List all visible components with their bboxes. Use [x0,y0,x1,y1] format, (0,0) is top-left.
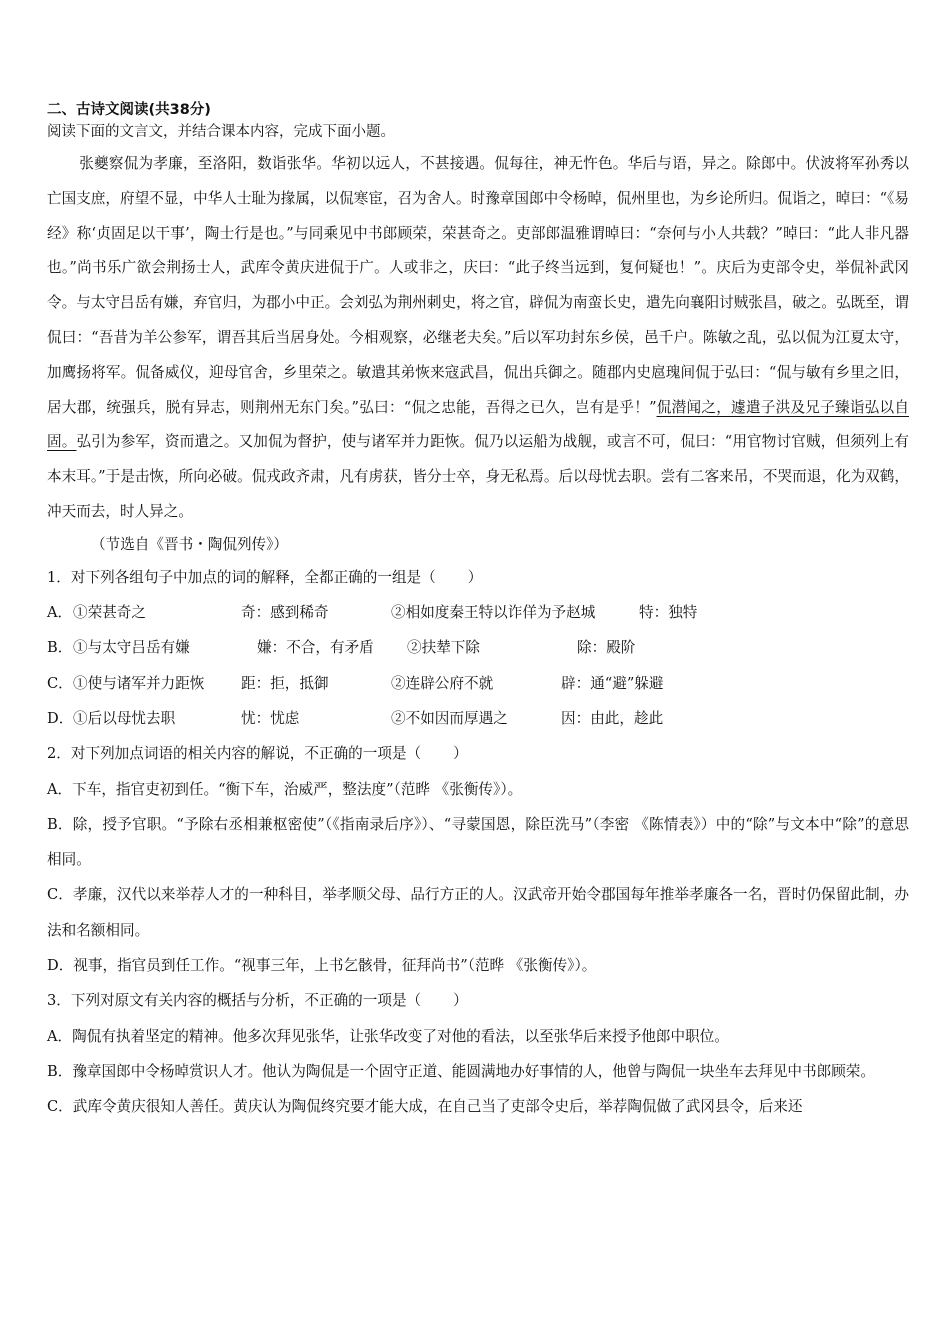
section-title: 二、古诗文阅读(共38分) [47,102,211,118]
option-gloss-1: 忧：忧虑 [241,709,300,727]
section-intro: 阅读下面的文言文，并结合课本内容，完成下面小题。 [47,124,395,140]
page-content [47,99,909,1125]
passage-source: （节选自《晋书・陶侃列传》） [91,535,289,553]
option-sentence-1: ①荣甚奇之 [73,604,146,622]
option-label: B． [47,639,73,657]
question-stem-text: 2．对下列加点词语的相关内容的解说，不正确的一项是（ [47,745,422,763]
option-text: 陶侃有执着坚定的精神。他多次拜见张华，让张华改变了对他的看法，以至张华后来授予他郎中职位。 [72,1027,729,1045]
passage-underlined-sentence: 侃潜闻之，遽遣子洪及兄子臻诣弘以自固。 [47,398,909,451]
question-stem-end: ） [453,992,468,1010]
option-text: 除，授予官职。“予除右丞相兼枢密使”（《指南录后序》）、“寻蒙国恩，除臣洗马”（李密 《陈情表》）中的“除”与文本中“除”的意思相同。 [47,815,909,869]
option-label: A． [47,780,73,798]
option-sentence-2: ②连辟公府不就 [391,674,494,692]
option-sentence-2: ②不如因而厚遇之 [391,709,508,727]
option-b [47,807,909,878]
option-gloss-1: 嫌：不合，有矛盾 [257,639,374,657]
option-b [47,630,909,665]
option-label: B． [47,1062,73,1080]
question-stem-text: 3．下列对原文有关内容的概括与分析，不正确的一项是（ [47,992,422,1010]
option-a [47,595,909,630]
option-label: B． [47,815,73,833]
option-text: 下车，指官吏初到任。“衡下车，治威严，整法度”（范晔 《张衡传》）。 [72,780,523,798]
option-gloss-2: 因：由此，趁此 [561,709,664,727]
option-text: 武库令黄庆很知人善任。黄庆认为陶侃终究要才能大成，在自己当了吏部令史后，举荐陶侃做了武冈县令，后来还 [72,1098,803,1116]
option-gloss-1: 奇：感到稀奇 [241,604,329,622]
option-text: 豫章国郎中令杨晫赏识人才。他认为陶侃是一个固守正道、能圆满地办好事情的人，他曾与陶侃一块坐车去拜见中书郎顾荣。 [72,1062,875,1080]
option-text: 视事，指官员到任工作。“视事三年，上书乞骸骨，征拜尚书”（范晔 《张衡传》）。 [73,957,597,975]
option-label: C． [47,886,73,904]
question-1 [47,560,909,736]
option-sentence-2: ②相如度秦王特以诈佯为予赵城 [391,604,596,622]
option-gloss-2: 辟：通“避”躲避 [561,674,664,692]
passage-text-after: 弘引为参军，资而遣之。又加侃为督护，使与诸军并力距恢。侃乃以运船为战舰，或言不可，侃曰：“用官物讨官贼，但须列上有本末耳。”于是击恢，所向必破。侃戎政齐肃，凡有虏获，皆分士卒，身无私焉。后以母忧去职。尝有二客来吊，不哭而退，化为双鹤，冲天而去，时人异之。 [47,433,909,520]
option-sentence-1: ①使与诸军并力距恢 [73,674,205,692]
option-b [47,1054,909,1089]
question-stem-end: ） [467,568,483,586]
option-d [47,701,909,736]
option-a [47,772,909,807]
option-label: A． [47,1027,73,1045]
option-sentence-1: ①后以母忧去职 [73,709,176,727]
question-stem [47,560,909,595]
option-label: C． [47,1098,73,1116]
option-a [47,1019,909,1054]
question-stem-text: 1．对下列各组句子中加点的词的解释，全都正确的一组是（ [47,568,436,586]
option-d [47,948,909,983]
question-stem [47,983,909,1018]
question-2 [47,736,909,983]
option-label: C． [47,674,73,692]
question-stem-end: ） [453,745,468,763]
option-c [47,666,909,701]
passage-text-before: 张夔察侃为孝廉，至洛阳，数诣张华。华初以远人，不甚接遇。侃每往，神无忤色。华后与语，异之。除郎中。伏波将军孙秀以亡国支庶，府望不显，中华人士耻为掾属，以侃寒宦，召为舍人。时豫章国郎中令杨晫，侃州里也，为乡论所归。侃诣之，晫曰：“《易经》称‘贞固足以干事’，陶士行是也。”与同乘见中书郎顾荣，荣甚奇之。吏部郎温雅谓晫曰：“奈何与小人共载？”晫曰：“此人非凡器也。”尚书乐广欲会荆扬士人，武库令黄庆进侃于广。人或非之，庆曰：“此子终当远到，复何疑也！”。庆后为吏部令史，举侃补武冈令。与太守吕岳有嫌，弃官归，为郡小中正。会刘弘为荆州刺史，将之官，辟侃为南蛮长史，遣先向襄阳讨贼张昌，破之。弘既至，谓侃曰：“吾昔为羊公参军，谓吾其后当居身处。今相观察，必继老夫矣。”后以军功封东乡侯，邑千户。陈敏之乱，弘以侃为江夏太守，加鹰扬将军。侃备威仪，迎母官舍，乡里荣之。敏遣其弟恢来寇武昌，侃出兵御之。随郡内史扈瑰间侃于弘曰：“侃与敏有乡里之旧，居大郡，统强兵，脱有异志，则荆州无东门矣。”弘曰：“侃之忠能，吾得之已久，岂有是乎！” [47,155,909,416]
option-c [47,1089,909,1124]
option-gloss-1: 距：拒，抵御 [241,674,329,692]
option-sentence-1: ①与太守吕岳有嫌 [73,639,190,657]
option-c [47,877,909,948]
option-label: D． [47,957,74,975]
question-stem [47,736,909,771]
classical-passage [47,147,909,530]
option-sentence-2: ②扶辇下除 [407,639,480,657]
option-label: A． [47,604,73,622]
option-gloss-2: 特：独特 [639,604,698,622]
question-3 [47,983,909,1124]
option-gloss-2: 除：殿阶 [577,639,636,657]
option-label: D． [47,709,74,727]
option-text: 孝廉，汉代以来举荐人才的一种科目，举孝顺父母、品行方正的人。汉武帝开始令郡国每年推举孝廉各一名，晋时仍保留此制，办法和名额相同。 [47,886,909,939]
